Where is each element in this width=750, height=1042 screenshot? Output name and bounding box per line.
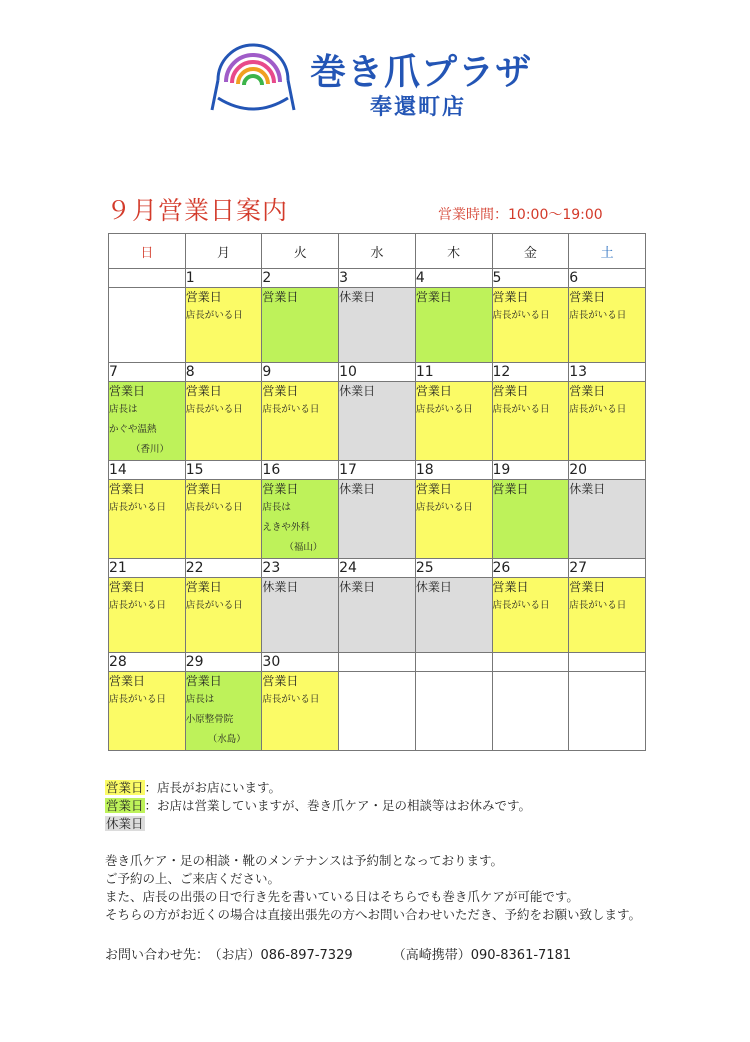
day-number: 28 xyxy=(109,653,186,672)
weekday-mon: 月 xyxy=(185,234,262,269)
day-cell xyxy=(339,578,416,653)
day-number: 20 xyxy=(569,461,646,480)
day-number: 24 xyxy=(339,559,416,578)
day-status: 営業日 xyxy=(262,674,299,688)
branch-name: 奉還町店 xyxy=(370,95,467,120)
weekday-sat: 土 xyxy=(569,234,646,269)
day-status: 営業日 xyxy=(492,482,529,496)
day-status: 営業日 xyxy=(109,580,146,594)
day-cell xyxy=(185,672,262,751)
day-status: 営業日 xyxy=(262,482,299,496)
day-note: 店長がいる日 xyxy=(262,404,320,415)
day-note: 店長がいる日 xyxy=(109,600,167,611)
day-cell xyxy=(109,672,186,751)
day-note: 店長がいる日 xyxy=(185,310,243,321)
day-cell xyxy=(569,672,646,751)
weekday-wed: 水 xyxy=(339,234,416,269)
day-status: 営業日 xyxy=(492,580,529,594)
page-title: ９月営業日案内 xyxy=(106,196,289,225)
note-line: ご予約の上、ご来店ください。 xyxy=(105,871,281,886)
day-number: 1 xyxy=(185,269,262,288)
day-note: 店長がいる日 xyxy=(492,404,550,415)
day-number: 25 xyxy=(415,559,492,578)
legend-absent-text: ：お店は営業していますが、巻き爪ケア・足の相談等はお休みです。 xyxy=(144,798,532,813)
status-row xyxy=(109,672,646,751)
day-number: 10 xyxy=(339,363,416,382)
calendar-table xyxy=(108,233,646,751)
day-status: 営業日 xyxy=(569,290,606,304)
day-number: 3 xyxy=(339,269,416,288)
note-line: そちらの方がお近くの場合は直接出張先の方へお問い合わせいただき、予約をお願い致します。 xyxy=(105,907,642,922)
day-status: 営業日 xyxy=(492,290,529,304)
day-cell xyxy=(185,288,262,363)
day-note: 店長がいる日 xyxy=(569,404,627,415)
day-cell xyxy=(492,288,569,363)
day-cell xyxy=(339,672,416,751)
day-note: 店長がいる日 xyxy=(185,502,243,513)
day-note: 店長は xyxy=(185,694,215,705)
contact-mobile-phone: （高崎携帯）090-8361-7181 xyxy=(392,948,572,963)
day-status: 営業日 xyxy=(262,384,299,398)
day-cell xyxy=(569,288,646,363)
day-status: 営業日 xyxy=(109,674,146,688)
day-status: 休業日 xyxy=(339,580,376,594)
day-number: 26 xyxy=(492,559,569,578)
day-number: 23 xyxy=(262,559,339,578)
day-cell xyxy=(415,382,492,461)
day-cell xyxy=(569,578,646,653)
day-number: 14 xyxy=(109,461,186,480)
weekday-thu: 木 xyxy=(415,234,492,269)
day-cell xyxy=(262,578,339,653)
day-status: 営業日 xyxy=(109,384,146,398)
day-cell xyxy=(109,382,186,461)
day-cell xyxy=(569,382,646,461)
day-cell xyxy=(109,480,186,559)
day-number: 19 xyxy=(492,461,569,480)
day-number: 21 xyxy=(109,559,186,578)
date-row xyxy=(109,461,646,480)
status-row xyxy=(109,578,646,653)
day-cell xyxy=(569,480,646,559)
day-status: 営業日 xyxy=(185,384,222,398)
business-hours: 営業時間：10:00～19:00 xyxy=(438,207,603,223)
day-status: 休業日 xyxy=(339,290,376,304)
legend-open-text: ：店長がお店にいます。 xyxy=(144,780,282,795)
day-number: 18 xyxy=(415,461,492,480)
day-note: 店長がいる日 xyxy=(262,694,320,705)
day-cell xyxy=(262,382,339,461)
day-status: 営業日 xyxy=(262,290,299,304)
day-cell xyxy=(492,672,569,751)
rainbow-mascot-icon xyxy=(208,40,298,114)
day-status: 休業日 xyxy=(262,580,299,594)
day-note: （香川） xyxy=(131,444,170,455)
day-number: 22 xyxy=(185,559,262,578)
date-row xyxy=(109,653,646,672)
day-note: 小原整骨院 xyxy=(185,714,234,725)
notes xyxy=(105,852,641,924)
day-status: 休業日 xyxy=(339,384,376,398)
weekday-header-row xyxy=(109,234,646,269)
day-note: 店長がいる日 xyxy=(569,600,627,611)
day-status: 営業日 xyxy=(415,384,452,398)
day-note: （福山） xyxy=(284,542,323,553)
day-number: 5 xyxy=(492,269,569,288)
day-status: 営業日 xyxy=(185,674,222,688)
day-note: 店長がいる日 xyxy=(109,694,167,705)
day-note: （水島） xyxy=(207,734,246,745)
day-note: 店長がいる日 xyxy=(569,310,627,321)
contact-shop-phone: （お店）086-897-7329 xyxy=(215,948,353,963)
legend-closed-swatch: 休業日 xyxy=(106,816,144,831)
calendar-body xyxy=(109,269,646,751)
day-number: 13 xyxy=(569,363,646,382)
day-status: 休業日 xyxy=(415,580,452,594)
day-note: 店長は xyxy=(109,404,138,415)
weekday-sun: 日 xyxy=(109,234,186,269)
day-note: 店長がいる日 xyxy=(492,310,550,321)
day-cell xyxy=(262,672,339,751)
date-row xyxy=(109,559,646,578)
day-cell xyxy=(109,288,186,363)
contact-label: お問い合わせ先： xyxy=(105,948,210,963)
day-note: 店長がいる日 xyxy=(415,404,473,415)
day-status: 営業日 xyxy=(415,482,452,496)
day-cell xyxy=(339,480,416,559)
legend-open xyxy=(105,779,531,797)
day-number: 6 xyxy=(569,269,646,288)
day-number: 30 xyxy=(262,653,339,672)
day-note: 店長がいる日 xyxy=(415,502,473,513)
legend xyxy=(105,779,531,833)
day-status: 休業日 xyxy=(569,482,606,496)
day-cell xyxy=(185,480,262,559)
note-line: また、店長の出張の日で行き先を書いている日はそちらでも巻き爪ケアが可能です。 xyxy=(105,889,579,904)
legend-closed xyxy=(105,815,531,833)
day-number: 11 xyxy=(415,363,492,382)
day-number: 17 xyxy=(339,461,416,480)
brand-name: 巻き爪プラザ xyxy=(310,52,533,93)
day-number: 27 xyxy=(569,559,646,578)
status-row xyxy=(109,480,646,559)
day-note: 店長がいる日 xyxy=(492,600,550,611)
day-status: 休業日 xyxy=(339,482,376,496)
legend-absent-swatch: 営業日 xyxy=(106,798,144,813)
weekday-tue: 火 xyxy=(262,234,339,269)
status-row xyxy=(109,382,646,461)
day-cell xyxy=(415,480,492,559)
day-cell xyxy=(339,288,416,363)
day-number: 9 xyxy=(262,363,339,382)
day-status: 営業日 xyxy=(569,384,606,398)
day-number xyxy=(569,653,646,672)
day-cell xyxy=(185,382,262,461)
day-status: 営業日 xyxy=(185,290,222,304)
day-number xyxy=(109,269,186,288)
day-cell xyxy=(492,382,569,461)
day-status: 営業日 xyxy=(185,580,222,594)
day-cell xyxy=(415,578,492,653)
day-cell xyxy=(339,382,416,461)
day-status: 営業日 xyxy=(492,384,529,398)
day-number xyxy=(492,653,569,672)
day-number xyxy=(415,653,492,672)
day-note: かぐや温熱 xyxy=(109,424,157,435)
day-note: 店長は xyxy=(262,502,291,513)
day-number xyxy=(339,653,416,672)
day-cell xyxy=(492,578,569,653)
day-number: 12 xyxy=(492,363,569,382)
day-cell xyxy=(185,578,262,653)
day-status: 営業日 xyxy=(569,580,606,594)
day-number: 2 xyxy=(262,269,339,288)
day-number: 29 xyxy=(185,653,262,672)
day-status: 営業日 xyxy=(185,482,222,496)
day-status: 営業日 xyxy=(415,290,452,304)
date-row xyxy=(109,269,646,288)
day-note: 店長がいる日 xyxy=(109,502,167,513)
weekday-fri: 金 xyxy=(492,234,569,269)
day-number: 8 xyxy=(185,363,262,382)
day-cell xyxy=(262,288,339,363)
status-row xyxy=(109,288,646,363)
contact xyxy=(105,944,577,963)
day-cell xyxy=(415,672,492,751)
day-number: 7 xyxy=(109,363,186,382)
day-note: 店長がいる日 xyxy=(185,404,243,415)
day-number: 16 xyxy=(262,461,339,480)
day-cell xyxy=(415,288,492,363)
day-number: 4 xyxy=(415,269,492,288)
day-cell xyxy=(262,480,339,559)
day-cell xyxy=(109,578,186,653)
note-line: 巻き爪ケア・足の相談・靴のメンテナンスは予約制となっております。 xyxy=(105,853,504,868)
day-status: 営業日 xyxy=(109,482,146,496)
legend-absent xyxy=(105,797,531,815)
day-note: 店長がいる日 xyxy=(185,600,243,611)
day-note: えきや外科 xyxy=(262,522,310,533)
day-cell xyxy=(492,480,569,559)
logo xyxy=(208,40,608,120)
date-row xyxy=(109,363,646,382)
legend-open-swatch: 営業日 xyxy=(106,780,144,795)
day-number: 15 xyxy=(185,461,262,480)
